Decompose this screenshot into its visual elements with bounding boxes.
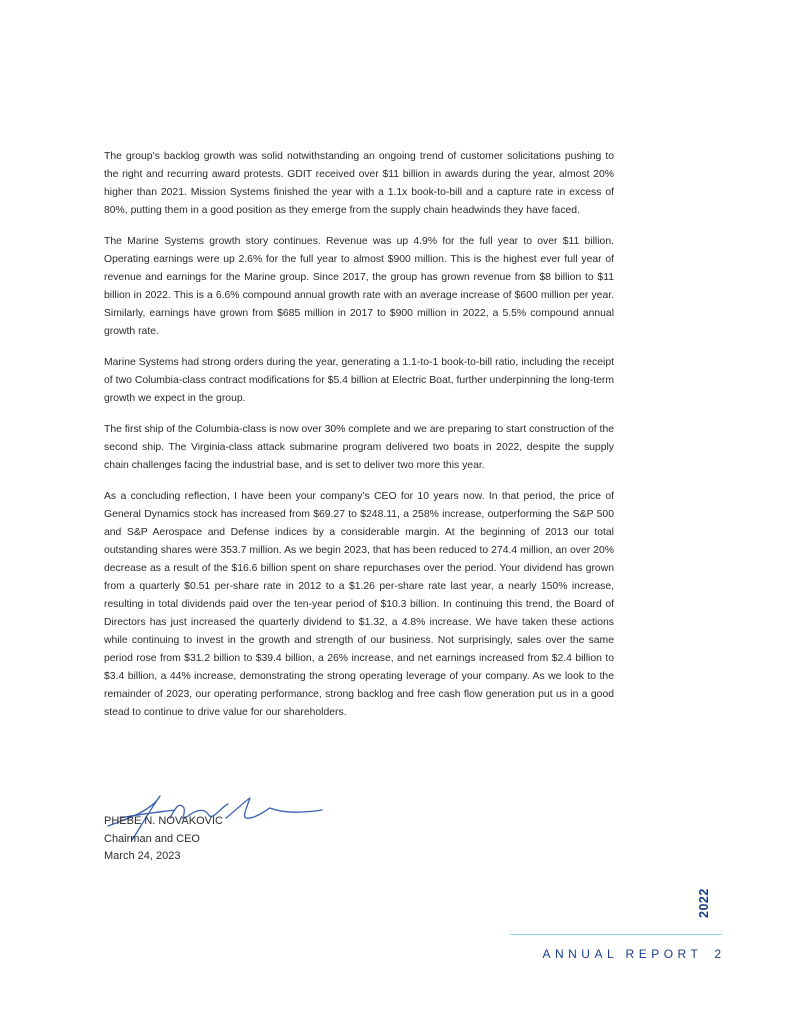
paragraph: As a concluding reflection, I have been your company’s CEO for 10 years now. In that period, the price of General Dynamics stock has increased from $69.27 to $248.11, a 258% increase, outperforming the S&P 500 and S&P Aerospace and Defense indices by a considerable margin. At the beginning of 2013 our total outstanding shares were 353.7 million. As we begin 2023, that has been reduced to 274.4 million, an over 20% decrease as a result of the $16.6 billion spent on share repurchases over the period. Your dividend has grown from a quarterly $0.51 per-share rate in 2012 to a $1.26 per-share rate last year, a nearly 150% increase, resulting in total dividends paid over the ten-year period of $10.3 billion. In continuing this trend, the Board of Directors has just increased the quarterly dividend to $1.32, a 4.8% increase. We have taken these actions while continuing to invest in the growth and strength of our business. Not surprisingly, sales over the same period rose from $31.2 billion to $39.4 billion, a 26% increase, and net earnings increased from $2.4 billion to $3.4 billion, a 44% increase, demonstrating the strong operating leverage of your company. As we look to the remainder of 2023, our operating performance, strong backlog and free cash flow generation put us in a good stead to continue to drive value for our shareholders. (104, 491, 614, 718)
page-number: 2 (714, 947, 721, 961)
page-footer (542, 947, 721, 961)
paragraph: The Marine Systems growth story continues. Revenue was up 4.9% for the full year to over $11 billion. Operating earnings were up 2.6% for the full year to almost $900 million. This is the highest ever full year of revenue and earnings for the Marine group. Since 2017, the group has grown revenue from $8 billion to $11 billion in 2022. This is a 6.6% compound annual growth rate with an average increase of $600 million per year. Similarly, earnings have grown from $685 million in 2017 to $900 million in 2022, a 5.5% compound annual growth rate. (104, 236, 614, 337)
signer-title: Chairman and CEO (104, 832, 200, 845)
paragraph: The first ship of the Columbia-class is now over 30% complete and we are preparing to start construction of the second ship. The Virginia-class attack submarine program delivered two boats in 2022, despite the supply chain challenges facing the industrial base, and is set to deliver two more this year. (104, 424, 614, 471)
footer-divider (510, 934, 722, 935)
signature-block (104, 813, 223, 866)
paragraph: Marine Systems had strong orders during the year, generating a 1.1-to-1 book-to-bill ratio, including the receipt of two Columbia-class contract modifications for $5.4 billion at Electric Boat, further underpinning the long-term growth we expect in the group. (104, 357, 614, 404)
signature-date: March 24, 2023 (104, 850, 181, 862)
paragraph: The group’s backlog growth was solid notwithstanding an ongoing trend of customer solicitations pushing to the right and recurring award protests. GDIT received over $11 billion in awards during the year, almost 20% higher than 2021. Mission Systems finished the year with a 1.1x book-to-bill and a capture rate in excess of 80%, putting them in a good position as they emerge from the supply chain headwinds they have faced. (104, 151, 614, 216)
letter-body (104, 148, 614, 735)
footer-label: ANNUAL REPORT (542, 947, 703, 961)
signer-name: PHEBE N. NOVAKOVIC (104, 815, 223, 827)
report-year: 2022 (697, 888, 711, 918)
